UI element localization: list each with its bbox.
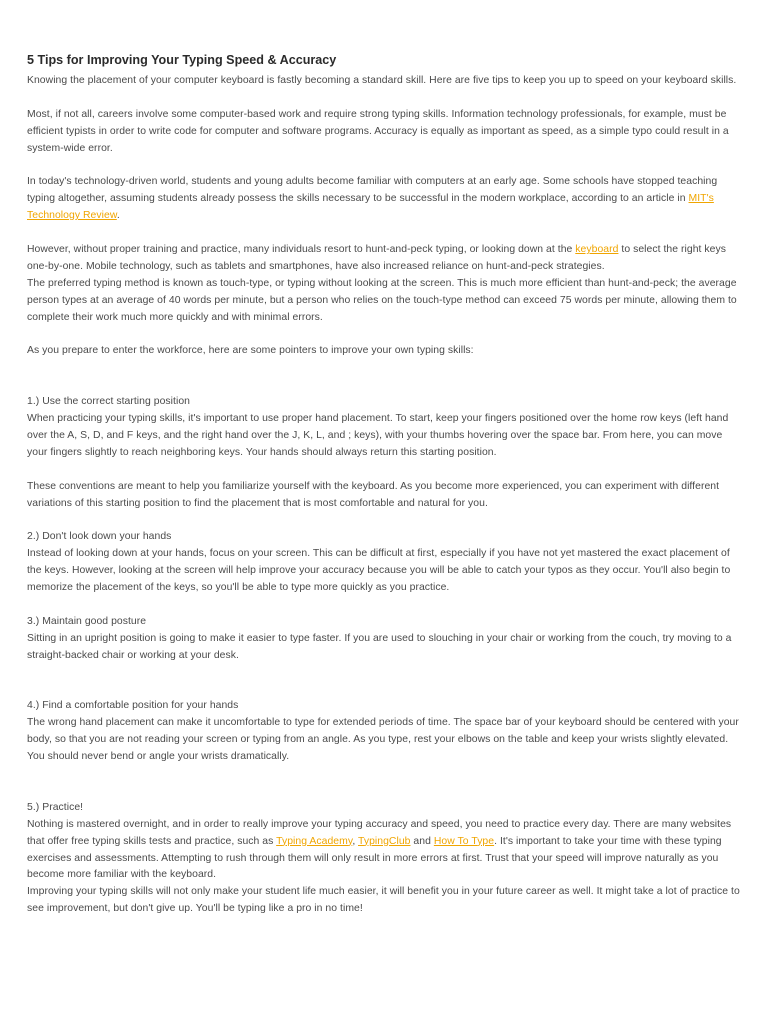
touch-type-paragraph: The preferred typing method is known as touch-type, or typing without looking at the screen. This is much more efficient than hunt-and-peck; the average person types at an average of 40 words per minute, but a person who relies on the touch-type method can exceed 75 words per minute, allowing them to complete their work much more quickly and with minimal errors.: [27, 277, 737, 323]
hunt-text-end: to select the right keys one-by-one. Mobile technology, such as tablets and smartphones, have also increased reliance on hunt-and-peck strategies.: [27, 244, 726, 272]
mit-technology-review-link[interactable]: MIT's Technology Review: [27, 193, 714, 222]
tip-1-body: When practicing your typing skills, it's important to use proper hand placement. To start, keep your fingers positioned over the home row keys (left hand over the A, S, D, and F keys, and the right hand over the J, K, L, and ; keys), with your thumbs hovering over the space bar. From here, you can move your fingers slightly to reach neighboring keys. Your hands should always return this starting position.: [27, 413, 729, 458]
tip-4-title: 4.) Find a comfortable position for your hands: [27, 700, 239, 712]
tip-5-body: [27, 817, 741, 885]
tip-3-body: Sitting in an upright position is going to make it easier to type faster. If you are used to slouching in your chair or working from the couch, try moving to a straight-backed chair or working at your desk.: [27, 632, 732, 661]
careers-paragraph: Most, if not all, careers involve some computer-based work and require strong typing skills. Information technology professionals, for example, must be efficient typists in order to write code for computer and software programs. Accuracy is equally as important as speed, as a simple typo could result in a system-wide error.: [27, 108, 729, 154]
article-intro: Knowing the placement of your computer keyboard is fastly becoming a standard skill. Here are five tips to keep you up to speed on your keyboard skills.: [27, 75, 737, 86]
closing-paragraph: Improving your typing skills will not only make your student life much easier, it will benefit you in your future career as well. It might take a lot of practice to see improvement, but don't give up. You'll be typing like a pro in no time!: [27, 886, 740, 915]
tip-5-text-end: . It's important to take your time with these typing exercises and assessments. Attempting to rush through them will only result in more errors at first. Trust that your speed will improve naturally as you become more familiar with the keyboard.: [27, 835, 722, 881]
technology-paragraph: [27, 174, 741, 225]
prepare-paragraph: As you prepare to enter the workforce, here are some pointers to improve your own typing skills:: [27, 345, 474, 357]
tip-3-title: 3.) Maintain good posture: [27, 615, 147, 627]
tip-2-body: Instead of looking down at your hands, focus on your screen. This can be difficult at first, especially if you have not yet mastered the exact placement of the keys. However, looking at the screen will help improve your accuracy because you will be able to catch your typos as they occur. You'll also begin to memorize the placement of the keys, so you'll be able to type more quickly as you practice.: [27, 548, 731, 594]
technology-text-end: .: [116, 210, 120, 222]
hunt-and-peck-paragraph: [27, 242, 741, 276]
tip-1-title: 1.) Use the correct starting position: [27, 396, 190, 408]
link-separator: ,: [352, 835, 358, 847]
article-title: 5 Tips for Improving Your Typing Speed & Accuracy: [27, 53, 337, 67]
keyboard-link[interactable]: keyboard: [575, 244, 619, 256]
tip-4-body: The wrong hand placement can make it uncomfortable to type for extended periods of time. The space bar of your keyboard should be centered with your body, so that you are not reading your screen or typing from an angle. As you type, rest your elbows on the table and keep your wrists slightly elevated. You should never bend or angle your wrists dramatically.: [27, 717, 739, 763]
tip-5-title: 5.) Practice!: [27, 801, 84, 813]
tip-1-extra: These conventions are meant to help you familiarize yourself with the keyboard. As you become more experienced, you can experiment with different variations of this starting position to find the placement that is most comfortable and natural for you.: [27, 480, 720, 509]
link-separator: and: [410, 835, 434, 847]
hunt-text: However, without proper training and practice, many individuals resort to hunt-and-peck typing, or looking down at the: [27, 244, 576, 256]
typing-academy-link[interactable]: Typing Academy: [276, 835, 353, 847]
technology-text: In today's technology-driven world, students and young adults become familiar with computers at an early age. Some schools have stopped teaching typing altogether, assuming students already possess the skills necessary to be successful in the modern workplace, according to an article in: [27, 176, 718, 205]
tip-5-text: Nothing is mastered overnight, and in order to really improve your typing accuracy and speed, you need to practice every day. There are many websites that offer free typing skills tests and practice, such as: [27, 818, 732, 847]
how-to-type-link[interactable]: How To Type: [433, 835, 495, 847]
tip-2-title: 2.) Don't look down your hands: [27, 531, 172, 543]
typingclub-link[interactable]: TypingClub: [358, 835, 411, 847]
